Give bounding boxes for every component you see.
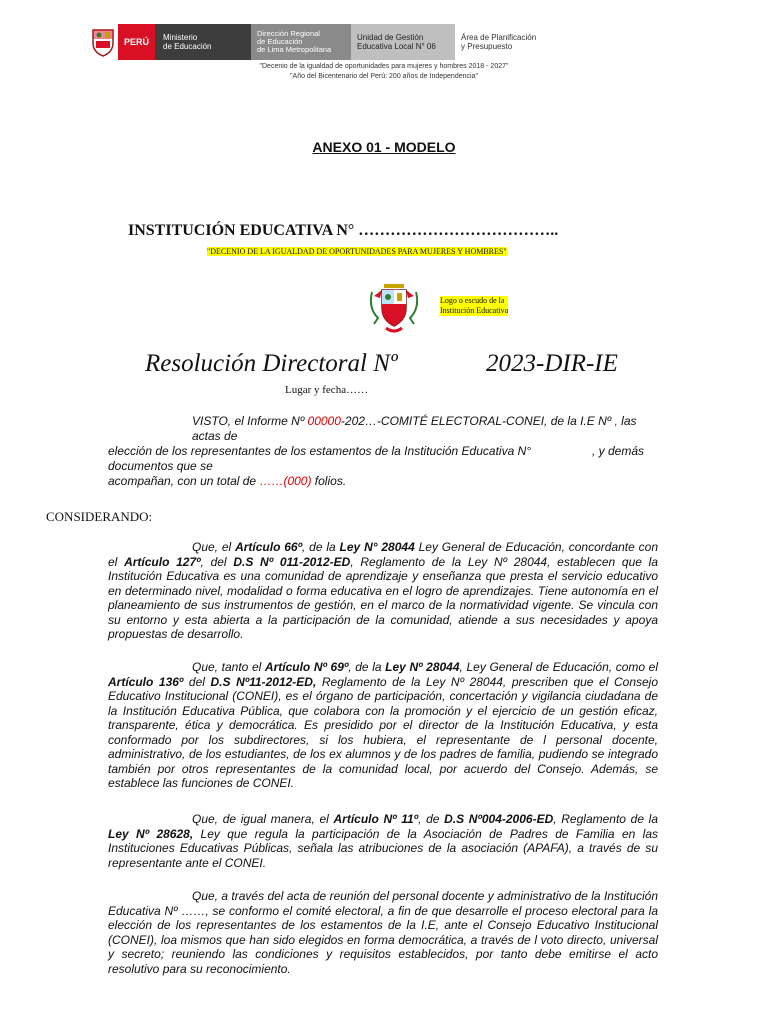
decenio-highlight: "DECENIO DE LA IGUALDAD DE OPORTUNIDADES PARA MUJERES Y HOMBRES" <box>207 247 507 256</box>
motto-bicentenario: "Año del Bicentenario del Perú: 200 años de Independencia" <box>290 73 478 80</box>
resolucion-title: Resolución Directoral Nº <box>145 350 398 377</box>
header-banner <box>88 24 567 60</box>
peru-shield-icon <box>88 24 118 60</box>
visto-line-2: actas de <box>192 429 238 443</box>
institucion-heading: INSTITUCIÓN EDUCATIVA N° ……………………………….. <box>128 222 559 239</box>
ugel-label: Unidad de Gestión Educativa Local N° 06 <box>351 24 455 60</box>
considerando-heading: CONSIDERANDO: <box>46 509 153 524</box>
paragraph-4: Que, a través del acta de reunión del personal docente y administrativo de la Institución Educativa Nº ……, se conformo el comité electoral, a fin de que desarrolle el proceso electoral para la elección de los representantes de los estamentos de la I.E, ante el Consejo Educativo Institucional (CONEI), loa mismos que han sido elegidos en forma democrática, a través de l voto directo, universal y secreto; reuniendo las condiciones y requisitos establecidos, por tanto debe emitirse el acto resolutivo para su reconocimiento. <box>108 889 658 976</box>
lugar-fecha: Lugar y fecha…… <box>285 384 369 396</box>
ministerio-label: Ministerio de Educación <box>155 24 251 60</box>
area-label: Área de Planificación y Presupuesto <box>461 33 537 51</box>
paragraph-1: Que, el Artículo 66º, de la Ley N° 28044 Ley General de Educación, concordante con el Artículo 127º, del D.S Nº 011-2012-ED, Reglamento de la Ley Nº 28044, establecen que la Institución Educativa es una comunidad de aprendizaje y enseñanza que presta el servicio educativo en determinado nivel, modalidad o forma educativa en el logro de aprendizajes. Tiene autonomía en el planeamiento de sus instrumentos de gestión, en el marco de la normatividad vigente. Se vincula con su entorno y esta abierta a la participación de la comunidad, atiende a sus necesidades y apoya propuestas de desarrollo. <box>108 540 658 641</box>
direccion-label: Dirección Regional de Educación de Lima Metropolitana <box>251 24 351 60</box>
logo-note: Logo o escudo de la Institución Educativa <box>440 296 509 315</box>
paragraph-2: Que, tanto el Artículo Nº 69º, de la Ley Nº 28044, Ley General de Educación, como el Artículo 136º del D.S Nº11-2012-ED, Reglamento de la Ley Nº 28044, prescriben que el Consejo Educativo Institucional (CONEI), es el órgano de participación, concertación y vigilancia ciudadana de la Institución Educativa Pública, que colabora con la promoción y el ejercicio de un gestión eficaz, transparente, ética y democrática. Es presidido por el director de la Institución Educativa, y esta conformado por los subdirectores, si los hubiera, el representante de l personal docente, administrativo, de los estudiantes, de los ex alumnos y de los padres de familia, pudiendo se integrado también por otros representantes de la comunidad local, por acuerdo del Consejo. Además, se establece las funciones de CONEI. <box>108 660 659 790</box>
paragraph-3: Que, de igual manera, el Artículo Nº 11º, de D.S Nº004-2006-ED, Reglamento de la Ley Nº 28628, Ley que regula la participación de la Asociación de Padres de Familia en las Instituciones Educativas Públicas, señala las atribuciones de la asociación (APAFA), a través de su representante ante el CONEI. <box>108 812 659 870</box>
visto-line-1: VISTO, el Informe Nº 00000-202…-COMITÉ ELECTORAL-CONEI, de la I.E Nº , las <box>192 414 637 428</box>
peru-label: PERÚ <box>118 24 155 60</box>
visto-line-5: acompañan, con un total de ……(000) folios. <box>108 474 347 488</box>
motto-decenio: "Decenio de la igualdad de oportunidades para mujeres y hombres 2018 - 2027" <box>259 63 509 70</box>
national-coat-of-arms-icon <box>364 278 424 336</box>
resolucion-number: 2023-DIR-IE <box>486 350 618 377</box>
visto-line-4: documentos que se <box>108 459 213 473</box>
page-title: ANEXO 01 - MODELO <box>312 139 456 155</box>
visto-line-3: elección de los representantes de los estamentos de la Institución Educativa N° , y demás <box>108 444 645 458</box>
